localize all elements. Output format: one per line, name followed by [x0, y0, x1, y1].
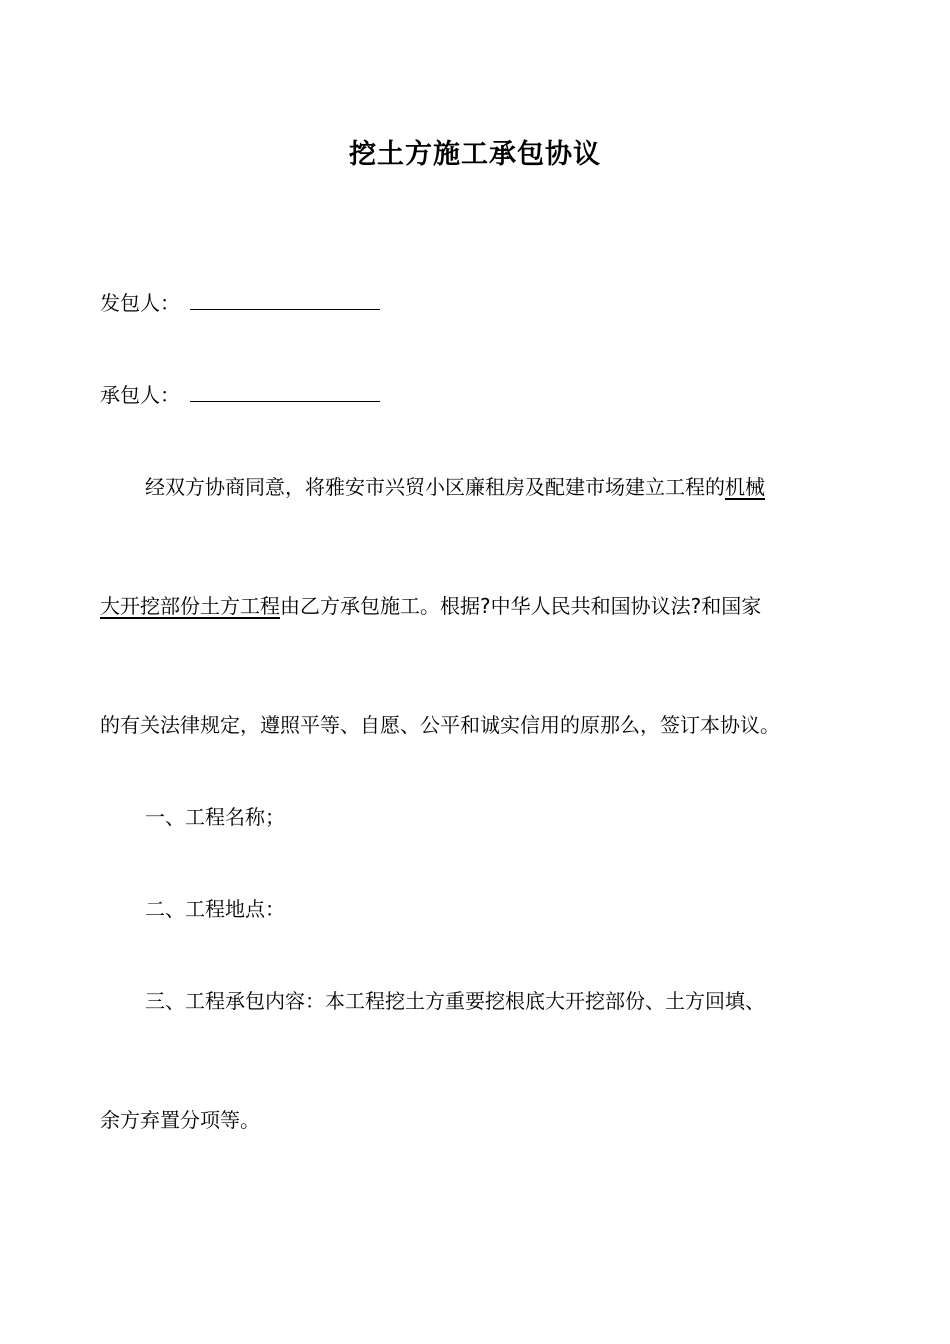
party-a-blank[interactable]	[190, 291, 380, 310]
paragraph-1-line-3	[100, 710, 860, 740]
item-1-project-name: 一、工程名称；	[145, 805, 285, 829]
paragraph-1-text-1: 经双方协商同意，将雅安市兴贸小区廉租房及配建市场建立工程的	[145, 475, 725, 499]
paragraph-1-text-3: 的有关法律规定，遵照平等、自愿、公平和诚实信用的原那么，签订本协议。	[100, 713, 780, 737]
party-b-label: 承包人：	[100, 383, 180, 407]
paragraph-1-underlined-1: 机械	[725, 475, 765, 499]
item-2-project-location: 二、工程地点：	[145, 897, 285, 921]
party-b-blank[interactable]	[190, 383, 380, 402]
paragraph-1-line-2	[100, 591, 860, 621]
paragraph-1-line-1	[145, 472, 905, 502]
party-a-line	[100, 288, 860, 318]
party-b-line	[100, 380, 860, 410]
paragraph-1-text-2: 由乙方承包施工。根据?中华人民共和国协议法?和国家	[280, 594, 762, 618]
item-3-scope-line-1: 三、工程承包内容：本工程挖土方重要挖根底大开挖部份、土方回填、	[145, 989, 765, 1013]
paragraph-1-underlined-2: 大开挖部份土方工程	[100, 594, 280, 618]
party-a-label: 发包人：	[100, 291, 180, 315]
document-title: 挖土方施工承包协议	[349, 139, 601, 170]
item-3-scope-line-2: 余方弃置分项等。	[100, 1108, 260, 1132]
